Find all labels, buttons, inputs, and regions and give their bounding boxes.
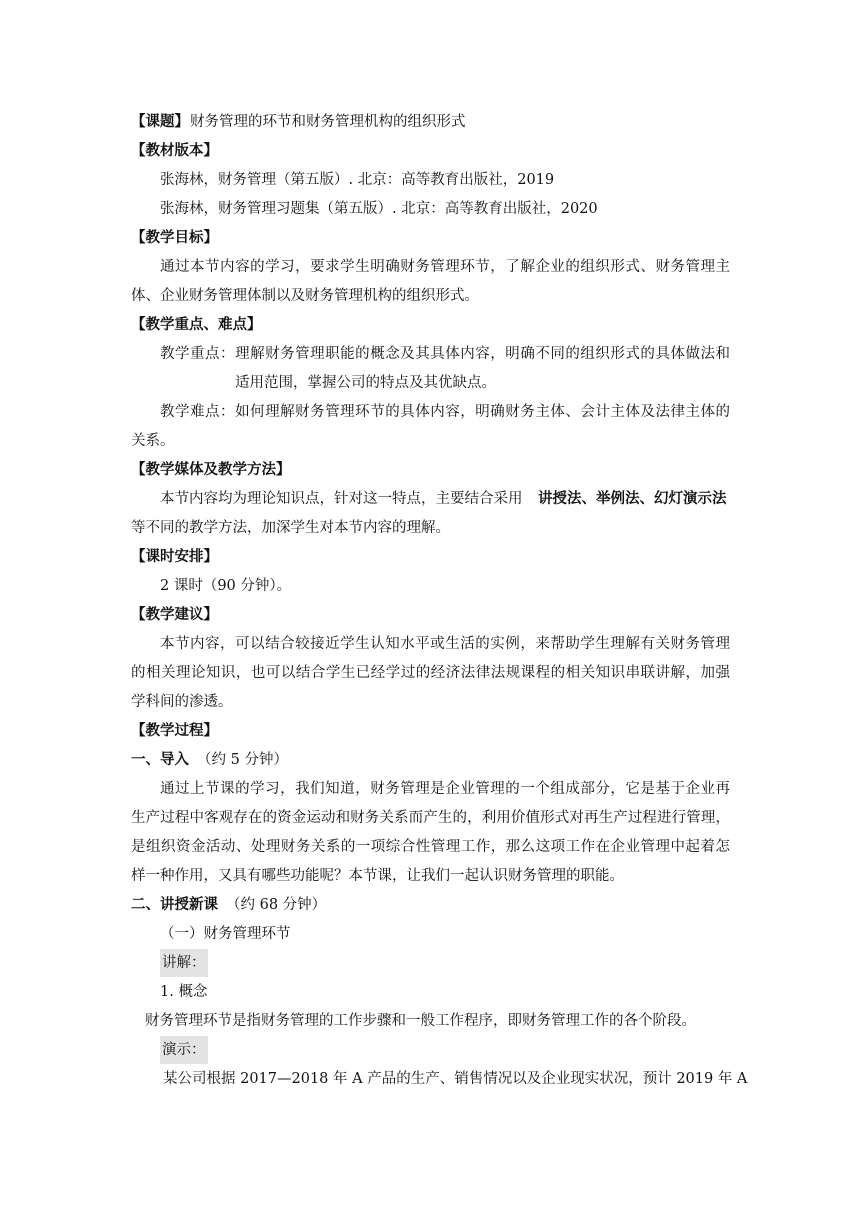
textbook-heading: 【教材版本】 bbox=[131, 142, 218, 159]
media-heading: 【教学媒体及教学方法】 bbox=[131, 461, 291, 478]
textbook-line-2: 张海林，财务管理习题集（第五版）. 北京：高等教育出版社，2020 bbox=[160, 201, 598, 217]
new-lesson-heading: 二、讲授新课 （约 68 分钟） bbox=[131, 896, 327, 913]
hours-line: 2 课时（90 分钟）。 bbox=[160, 578, 292, 594]
topic-label: 【课题】 bbox=[131, 113, 189, 130]
intro-line-4: 样一种作用，又具有哪些功能呢？本节课，让我们一起认识财务管理的职能。 bbox=[131, 868, 624, 884]
goal-line-1: 通过本节内容的学习，要求学生明确财务管理环节，了解企业的组织形式、财务管理主 bbox=[160, 259, 730, 275]
intro-line-2: 生产过程中客观存在的资金运动和财务关系而产生的，利用价值形式对再生产过程进行管理， bbox=[131, 810, 730, 826]
concept-line: 1. 概念 bbox=[160, 984, 208, 1000]
demo-label: 演示： bbox=[160, 1036, 208, 1064]
topic-line bbox=[0, 108, 860, 136]
key-line-2: 适用范围，掌握公司的特点及其优缺点。 bbox=[235, 375, 496, 391]
methods-emphasis: 讲授法、举例法、幻灯演示法 bbox=[538, 491, 727, 507]
textbook-line-1: 张海林，财务管理（第五版）. 北京：高等教育出版社，2019 bbox=[160, 172, 555, 188]
topic-text: 财务管理的环节和财务管理机构的组织形式 bbox=[190, 114, 466, 130]
media-line-1: 本节内容均为理论知识点，针对这一特点，主要结合采用 讲授法、举例法、幻灯演示法 bbox=[0, 485, 860, 513]
intro-heading: 一、导入 （约 5 分钟） bbox=[131, 751, 288, 768]
process-heading: 【教学过程】 bbox=[131, 722, 218, 739]
difficulty-line-1: 教学难点：如何理解财务管理环节的具体内容，明确财务主体、会计主体及法律主体的 bbox=[160, 404, 730, 420]
explain-label: 讲解： bbox=[160, 949, 208, 977]
demo-line bbox=[0, 1036, 860, 1064]
goal-heading: 【教学目标】 bbox=[131, 229, 218, 246]
explain-line bbox=[0, 949, 860, 977]
key-line-1: 教学重点：理解财务管理职能的概念及其具体内容，明确不同的组织形式的具体做法和 bbox=[160, 346, 730, 362]
advice-line-1: 本节内容，可以结合较接近学生认知水平或生活的实例，来帮助学生理解有关财务管理 bbox=[160, 636, 730, 652]
concept-text-line: 财务管理环节是指财务管理的工作步骤和一般工作程序，即财务管理工作的各个阶段。 bbox=[145, 1013, 696, 1029]
demo-text-line: 某公司根据 2017—2018 年 A 产品的生产、销售情况以及企业现实状况，预计 2019 年 A bbox=[163, 1071, 748, 1087]
key-heading: 【教学重点、难点】 bbox=[131, 316, 262, 333]
section-1-title: （一）财务管理环节 bbox=[160, 926, 291, 942]
intro-line-3: 是组织资金活动、处理财务关系的一项综合性管理工作，那么这项工作在企业管理中起着怎 bbox=[131, 839, 730, 855]
goal-line-2: 体、企业财务管理体制以及财务管理机构的组织形式。 bbox=[131, 288, 479, 304]
advice-line-3: 学科间的渗透。 bbox=[131, 694, 233, 710]
difficulty-line-2: 关系。 bbox=[131, 433, 175, 449]
intro-line-1: 通过上节课的学习，我们知道，财务管理是企业管理的一个组成部分，它是基于企业再 bbox=[160, 781, 730, 797]
advice-line-2: 的相关理论知识，也可以结合学生已经学过的经济法律法规课程的相关知识串联讲解，加强 bbox=[131, 665, 730, 681]
media-line-2: 等不同的教学方法，加深学生对本节内容的理解。 bbox=[131, 520, 450, 536]
hours-heading: 【课时安排】 bbox=[131, 548, 218, 565]
advice-heading: 【教学建议】 bbox=[131, 606, 218, 623]
